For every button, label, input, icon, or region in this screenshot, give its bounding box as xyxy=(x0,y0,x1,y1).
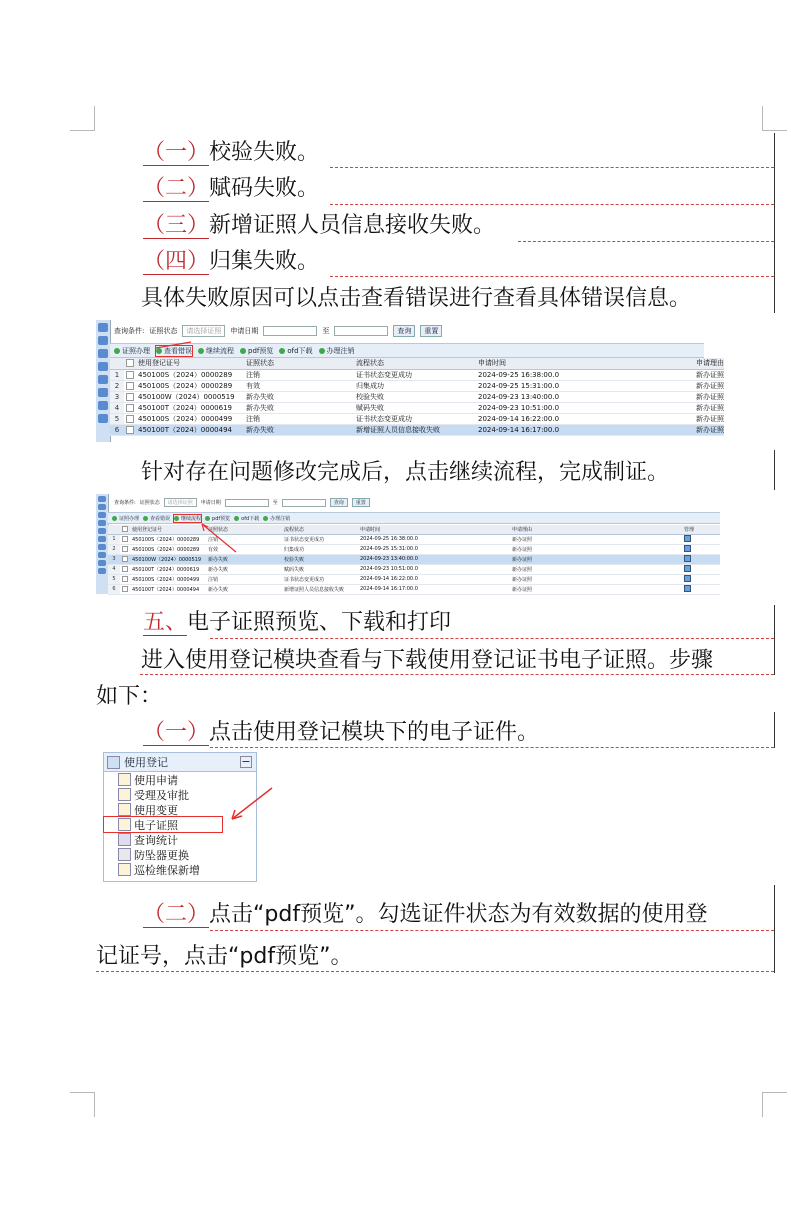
filter-label: 查询条件: xyxy=(114,327,145,335)
cell-status: 新办失败 xyxy=(206,584,282,594)
cell-reason: 新办证照 xyxy=(510,564,682,574)
status-select[interactable]: 请选择证照 xyxy=(164,498,197,507)
section-number: 五、 xyxy=(143,610,188,635)
action-continue[interactable]: 继续流程 xyxy=(198,346,234,356)
cell-time: 2024-09-25 15:31:00.0 xyxy=(476,380,694,391)
cell-flow: 校验失败 xyxy=(282,554,358,564)
status-select[interactable]: 请选择证照 xyxy=(182,325,225,337)
cell-flow: 证书状态变更成功 xyxy=(354,413,476,424)
cell-status: 有效 xyxy=(206,544,282,554)
cell-id: 450100S（2024）0000289 xyxy=(130,534,206,544)
cell-status: 新办失败 xyxy=(244,424,354,435)
cell-reason: 新办证照 xyxy=(696,403,724,412)
cell-time: 2024-09-14 16:22:00.0 xyxy=(358,574,510,584)
heading-item-6 xyxy=(143,900,708,930)
item-number: （三） xyxy=(143,213,210,238)
row-number: 1 xyxy=(110,369,124,380)
cell-reason: 新办证照 xyxy=(510,534,682,544)
screenshot-certificate-list xyxy=(96,320,724,442)
revision-bar xyxy=(774,885,775,973)
action-view-error[interactable]: 查看错误 xyxy=(156,346,192,356)
col-header: 管理 xyxy=(682,525,720,534)
cell-id: 450100T（2024）0000494 xyxy=(130,584,206,594)
query-button[interactable]: 查询 xyxy=(330,498,348,507)
tree-item-approve[interactable]: 受理及审批 xyxy=(104,787,256,802)
status-label: 证照状态 xyxy=(139,500,160,506)
revision-dash xyxy=(330,167,774,168)
tree-item-inspection[interactable]: 巡检维保新增 xyxy=(104,862,256,877)
page-corner-mark xyxy=(762,106,787,131)
cell-time: 2024-09-25 16:38:00.0 xyxy=(476,369,694,380)
cell-flow: 证书状态变更成功 xyxy=(282,574,358,584)
cell-id: 450100S（2024）0000289 xyxy=(136,380,244,391)
section-heading xyxy=(143,608,451,638)
cell-reason: 新办证照 xyxy=(696,414,724,423)
tree-header[interactable] xyxy=(104,753,256,772)
cell-flow: 新增证照人员信息接收失败 xyxy=(282,584,358,594)
page-corner-mark xyxy=(70,1092,95,1117)
cell-time: 2024-09-25 16:38:00.0 xyxy=(358,534,510,544)
revision-bar xyxy=(774,450,775,490)
heading-item-1 xyxy=(143,138,319,168)
filter-label: 查询条件: xyxy=(114,500,136,506)
body-paragraph-cont xyxy=(96,942,352,972)
row-number: 4 xyxy=(110,402,124,413)
body-paragraph xyxy=(141,284,691,314)
action-ofd-download[interactable]: ofd下载 xyxy=(234,515,259,522)
cell-id: 450100S（2024）0000289 xyxy=(130,544,206,554)
item-text: 归集失败。 xyxy=(209,249,320,274)
cell-id: 450100S（2024）0000289 xyxy=(136,369,244,380)
cell-id: 450100T（2024）0000619 xyxy=(136,402,244,413)
row-number: 3 xyxy=(108,554,120,564)
cell-id: 450100W（2024）0000519 xyxy=(136,391,244,402)
pencil-icon xyxy=(118,863,131,876)
cell-id: 450100S（2024）0000499 xyxy=(130,574,206,584)
revision-dash xyxy=(330,276,774,277)
cell-time: 2024-09-23 10:51:00.0 xyxy=(476,402,694,413)
cell-reason: 新办证照 xyxy=(510,574,682,584)
cell-status: 有效 xyxy=(244,380,354,391)
reset-button[interactable]: 重置 xyxy=(420,325,442,337)
body-text: 记证号，点击“pdf预览”。 xyxy=(96,944,353,969)
row-number: 3 xyxy=(110,391,124,402)
body-text: 如下： xyxy=(96,684,163,709)
revision-dash xyxy=(210,930,774,931)
cell-flow: 证书状态变更成功 xyxy=(282,534,358,544)
cell-status: 新办失败 xyxy=(206,554,282,564)
collapse-icon[interactable]: − xyxy=(241,755,251,768)
cell-id: 450100T（2024）0000494 xyxy=(136,424,244,435)
cell-time: 2024-09-14 16:17:00.0 xyxy=(476,424,694,435)
col-header: 证照状态 xyxy=(244,358,354,369)
col-header: 流程状态 xyxy=(282,525,358,534)
row-number: 2 xyxy=(108,544,120,554)
tree-item-change[interactable]: 使用变更 xyxy=(104,802,256,817)
query-button[interactable]: 查询 xyxy=(393,325,415,337)
cell-flow: 归集成功 xyxy=(354,380,476,391)
cell-flow: 归集成功 xyxy=(282,544,358,554)
col-header: 证照状态 xyxy=(206,525,282,534)
cell-time: 2024-09-14 16:17:00.0 xyxy=(358,584,510,594)
heading-item-3 xyxy=(143,211,495,241)
revision-bar xyxy=(774,133,775,313)
row-number: 5 xyxy=(108,574,120,584)
item-text: 点击“pdf预览”。勾选证件状态为有效数据的使用登 xyxy=(209,902,708,927)
body-paragraph xyxy=(141,646,713,676)
item-number: （二） xyxy=(143,902,210,927)
body-paragraph xyxy=(141,458,669,488)
cell-time: 2024-09-25 15:31:00.0 xyxy=(358,544,510,554)
action-ofd-download[interactable]: ofd下载 xyxy=(279,346,312,356)
cell-status: 注销 xyxy=(206,574,282,584)
reset-button[interactable]: 重置 xyxy=(352,498,370,507)
cell-time: 2024-09-23 13:40:00.0 xyxy=(476,391,694,402)
page-corner-mark xyxy=(762,1092,787,1117)
cell-reason: 新办证照 xyxy=(510,554,682,564)
action-license[interactable]: 证照办理 xyxy=(114,346,150,356)
action-continue[interactable]: 继续流程 xyxy=(174,515,201,522)
cell-reason: 新办证照 xyxy=(696,370,724,379)
cell-flow: 新增证照人员信息接收失败 xyxy=(354,424,476,435)
status-label: 证照状态 xyxy=(149,327,178,335)
item-number: （四） xyxy=(143,249,210,274)
item-text: 赋码失败。 xyxy=(209,176,320,201)
row-number: 1 xyxy=(108,534,120,544)
cell-status: 新办失败 xyxy=(206,564,282,574)
col-header: 申请理由 xyxy=(696,359,724,368)
revision-bar xyxy=(774,712,775,748)
tree-item-fall-arrester[interactable]: 防坠器更换 xyxy=(104,847,256,862)
cell-status: 注销 xyxy=(244,369,354,380)
item-text: 点击使用登记模块下的电子证件。 xyxy=(209,720,540,745)
col-header: 流程状态 xyxy=(354,358,476,369)
arrow-annotation xyxy=(220,785,280,825)
section-title: 电子证照预览、下载和打印 xyxy=(187,610,452,635)
tree-item-e-license[interactable]: 电子证照 xyxy=(104,817,222,832)
tree-title: 使用登记 xyxy=(124,756,168,769)
row-number: 2 xyxy=(110,380,124,391)
to-label: 至 xyxy=(322,327,330,335)
pencil-icon xyxy=(118,803,131,816)
heading-item-4 xyxy=(143,247,319,277)
heading-item-2 xyxy=(143,174,319,204)
pencil-icon xyxy=(118,788,131,801)
body-text: 进入使用登记模块查看与下载使用登记证书电子证照。步骤 xyxy=(141,648,714,673)
cell-status: 注销 xyxy=(244,413,354,424)
action-pdf-preview[interactable]: pdf预览 xyxy=(205,515,230,522)
col-header: 申请理由 xyxy=(510,525,682,534)
tree-item-stats[interactable]: 查询统计 xyxy=(104,832,256,847)
item-text: 新增证照人员信息接收失败。 xyxy=(209,213,496,238)
revision-dash xyxy=(518,241,774,242)
cell-reason: 新办证照 xyxy=(696,425,724,434)
item-number: （一） xyxy=(143,720,210,745)
cell-status: 注销 xyxy=(206,534,282,544)
document-icon xyxy=(118,773,131,786)
cell-status: 新办失败 xyxy=(244,402,354,413)
tree-item-apply[interactable]: 使用申请 xyxy=(104,772,256,787)
arrow-annotation xyxy=(96,494,720,594)
cell-flow: 赋码失败 xyxy=(282,564,358,574)
cell-reason: 新办证照 xyxy=(510,584,682,594)
row-number: 6 xyxy=(110,424,124,435)
cell-id: 450100T（2024）0000619 xyxy=(130,564,206,574)
grid-icon xyxy=(118,848,131,861)
body-text: 针对存在问题修改完成后，点击继续流程，完成制证。 xyxy=(141,460,670,485)
action-cancel[interactable]: 办理注销 xyxy=(319,346,355,356)
screenshot-certificate-list-continue xyxy=(96,494,720,594)
to-label: 至 xyxy=(272,500,278,506)
cell-id: 450100S（2024）0000499 xyxy=(136,413,244,424)
module-icon xyxy=(107,756,120,769)
revision-dash xyxy=(330,204,774,205)
revision-bar xyxy=(774,605,775,675)
body-paragraph-cont xyxy=(96,682,162,712)
col-header: 申请时间 xyxy=(358,525,510,534)
row-number: 6 xyxy=(108,584,120,594)
action-view-error[interactable]: 查看错误 xyxy=(143,515,170,522)
action-pdf-preview[interactable]: pdf预览 xyxy=(240,346,273,356)
action-license[interactable]: 证照办理 xyxy=(112,515,139,522)
cell-time: 2024-09-23 10:51:00.0 xyxy=(358,564,510,574)
action-cancel[interactable]: 办理注销 xyxy=(263,515,290,522)
date-label: 申请日期 xyxy=(200,500,221,506)
cell-flow: 赋码失败 xyxy=(354,402,476,413)
heading-item-5 xyxy=(143,718,539,748)
row-number: 4 xyxy=(108,564,120,574)
item-text: 校验失败。 xyxy=(209,140,320,165)
body-text: 具体失败原因可以点击查看错误进行查看具体错误信息。 xyxy=(141,286,692,311)
cell-status: 新办失败 xyxy=(244,391,354,402)
arrow-annotation xyxy=(96,320,704,442)
col-header: 使用登记证号 xyxy=(136,358,244,369)
col-header: 使用登记证号 xyxy=(130,525,206,534)
cell-time: 2024-09-14 16:22:00.0 xyxy=(476,413,694,424)
item-number: （一） xyxy=(143,140,210,165)
item-number: （二） xyxy=(143,176,210,201)
cell-flow: 证书状态变更成功 xyxy=(354,369,476,380)
cell-reason: 新办证照 xyxy=(510,544,682,554)
cell-time: 2024-09-23 13:40:00.0 xyxy=(358,554,510,564)
revision-dash xyxy=(210,638,774,639)
row-number: 5 xyxy=(110,413,124,424)
col-header: 申请时间 xyxy=(476,358,694,369)
date-label: 申请日期 xyxy=(230,327,259,335)
chart-icon xyxy=(118,833,131,846)
cell-reason: 新办证照 xyxy=(696,381,724,390)
page-corner-mark xyxy=(70,106,95,131)
cell-reason: 新办证照 xyxy=(696,392,724,401)
cell-id: 450100W（2024）0000519 xyxy=(130,554,206,564)
pencil-icon xyxy=(118,818,131,831)
cell-flow: 校验失败 xyxy=(354,391,476,402)
